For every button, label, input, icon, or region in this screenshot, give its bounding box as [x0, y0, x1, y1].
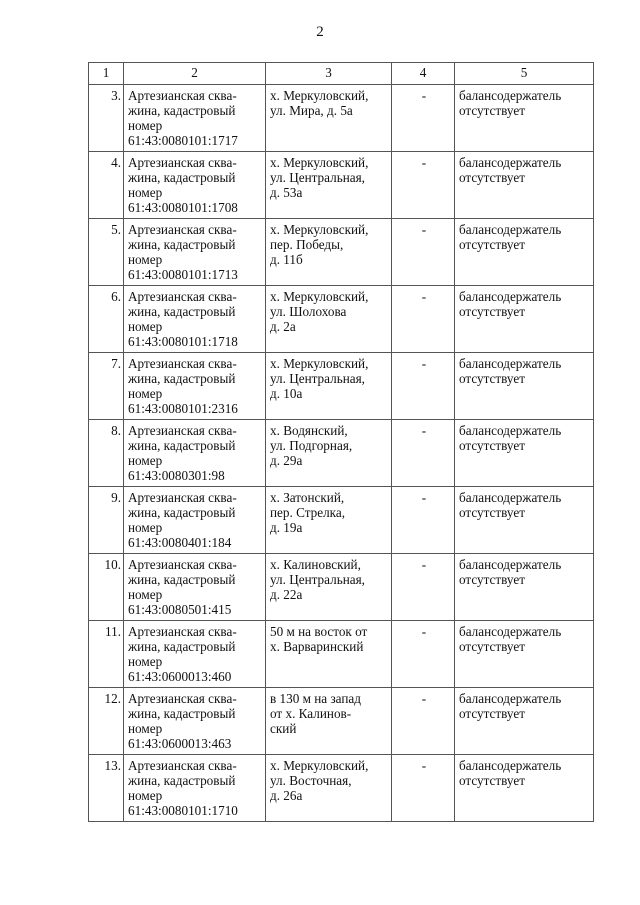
- row-number: 8.: [89, 420, 124, 487]
- object-line: номер: [128, 252, 163, 267]
- address-line: ул. Восточная,: [270, 773, 352, 788]
- address-cell: [266, 420, 392, 487]
- object-cell: [124, 152, 266, 219]
- col4-cell: -: [392, 755, 455, 822]
- holder-line: балансодержатель: [459, 490, 562, 505]
- object-line: номер: [128, 654, 163, 669]
- address-line: ул. Подгорная,: [270, 438, 353, 453]
- holder-line: балансодержатель: [459, 758, 562, 773]
- holder-line: отсутствует: [459, 103, 525, 118]
- object-line: Артезианская сква-: [128, 155, 237, 170]
- object-line: жина, кадастровый: [128, 505, 236, 520]
- address-line: ский: [270, 721, 297, 736]
- address-cell: [266, 152, 392, 219]
- column-header: 4: [392, 63, 455, 85]
- address-cell: [266, 755, 392, 822]
- address-line: ул. Шолохова: [270, 304, 347, 319]
- table-row: [89, 85, 594, 152]
- object-cell: [124, 487, 266, 554]
- address-line: х. Меркуловский,: [270, 155, 369, 170]
- address-line: д. 22а: [270, 587, 303, 602]
- object-line: 61:43:0600013:463: [128, 736, 232, 751]
- object-cell: [124, 755, 266, 822]
- column-header: 5: [455, 63, 594, 85]
- object-line: номер: [128, 185, 163, 200]
- address-cell: [266, 286, 392, 353]
- col4-cell: -: [392, 286, 455, 353]
- object-line: Артезианская сква-: [128, 423, 237, 438]
- col4-cell: -: [392, 353, 455, 420]
- table-row: [89, 487, 594, 554]
- holder-cell: [455, 755, 594, 822]
- address-line: д. 2а: [270, 319, 296, 334]
- holder-line: балансодержатель: [459, 356, 562, 371]
- col4-cell: -: [392, 219, 455, 286]
- address-line: ул. Центральная,: [270, 572, 365, 587]
- col4-cell: -: [392, 85, 455, 152]
- row-number: 13.: [89, 755, 124, 822]
- object-line: 61:43:0080101:1713: [128, 267, 238, 282]
- address-line: от х. Калинов-: [270, 706, 352, 721]
- address-cell: [266, 85, 392, 152]
- col4-cell: -: [392, 621, 455, 688]
- object-line: 61:43:0080101:1717: [128, 133, 238, 148]
- address-line: д. 26а: [270, 788, 303, 803]
- address-cell: [266, 554, 392, 621]
- holder-line: отсутствует: [459, 304, 525, 319]
- holder-line: отсутствует: [459, 639, 525, 654]
- object-line: 61:43:0600013:460: [128, 669, 232, 684]
- table-row: [89, 353, 594, 420]
- holder-line: отсутствует: [459, 237, 525, 252]
- column-header: 3: [266, 63, 392, 85]
- table-body: [89, 85, 594, 822]
- holder-line: балансодержатель: [459, 289, 562, 304]
- col4-cell: -: [392, 487, 455, 554]
- address-line: х. Затонский,: [270, 490, 345, 505]
- object-line: жина, кадастровый: [128, 237, 236, 252]
- object-line: жина, кадастровый: [128, 170, 236, 185]
- address-line: х. Меркуловский,: [270, 356, 369, 371]
- object-line: жина, кадастровый: [128, 371, 236, 386]
- address-cell: [266, 688, 392, 755]
- row-number: 5.: [89, 219, 124, 286]
- object-line: Артезианская сква-: [128, 222, 237, 237]
- object-line: жина, кадастровый: [128, 706, 236, 721]
- column-header: 2: [124, 63, 266, 85]
- object-line: номер: [128, 520, 163, 535]
- holder-line: отсутствует: [459, 505, 525, 520]
- object-cell: [124, 688, 266, 755]
- holder-line: отсутствует: [459, 371, 525, 386]
- object-line: 61:43:0080101:1710: [128, 803, 238, 818]
- holder-line: балансодержатель: [459, 624, 562, 639]
- holder-line: балансодержатель: [459, 557, 562, 572]
- column-header: 1: [89, 63, 124, 85]
- table-row: [89, 554, 594, 621]
- object-line: 61:43:0080301:98: [128, 468, 225, 483]
- address-line: х. Меркуловский,: [270, 88, 369, 103]
- row-number: 4.: [89, 152, 124, 219]
- object-line: Артезианская сква-: [128, 624, 237, 639]
- holder-line: отсутствует: [459, 773, 525, 788]
- holder-line: балансодержатель: [459, 88, 562, 103]
- address-line: пер. Стрелка,: [270, 505, 346, 520]
- object-line: 61:43:0080401:184: [128, 535, 232, 550]
- object-cell: [124, 219, 266, 286]
- object-cell: [124, 85, 266, 152]
- holder-line: отсутствует: [459, 572, 525, 587]
- address-line: пер. Победы,: [270, 237, 344, 252]
- row-number: 6.: [89, 286, 124, 353]
- address-cell: [266, 353, 392, 420]
- object-line: Артезианская сква-: [128, 490, 237, 505]
- object-line: 61:43:0080101:2316: [128, 401, 238, 416]
- holder-cell: [455, 420, 594, 487]
- table-row: [89, 755, 594, 822]
- object-line: номер: [128, 319, 163, 334]
- object-line: номер: [128, 453, 163, 468]
- object-line: номер: [128, 721, 163, 736]
- address-line: 50 м на восток от: [270, 624, 368, 639]
- page-number: 2: [316, 24, 324, 40]
- address-line: ул. Центральная,: [270, 371, 365, 386]
- holder-line: отсутствует: [459, 438, 525, 453]
- holder-cell: [455, 487, 594, 554]
- table-row: [89, 219, 594, 286]
- object-line: 61:43:0080101:1718: [128, 334, 238, 349]
- row-number: 3.: [89, 85, 124, 152]
- col4-cell: -: [392, 420, 455, 487]
- address-line: х. Калиновский,: [270, 557, 361, 572]
- address-line: х. Меркуловский,: [270, 289, 369, 304]
- row-number: 7.: [89, 353, 124, 420]
- object-line: 61:43:0080101:1708: [128, 200, 238, 215]
- object-line: Артезианская сква-: [128, 88, 237, 103]
- row-number: 9.: [89, 487, 124, 554]
- address-line: д. 53а: [270, 185, 303, 200]
- address-cell: [266, 219, 392, 286]
- table-row: [89, 621, 594, 688]
- holder-line: балансодержатель: [459, 155, 562, 170]
- address-line: д. 19а: [270, 520, 303, 535]
- address-line: х. Меркуловский,: [270, 222, 369, 237]
- holder-cell: [455, 286, 594, 353]
- object-line: жина, кадастровый: [128, 572, 236, 587]
- object-line: 61:43:0080501:415: [128, 602, 232, 617]
- holder-line: балансодержатель: [459, 423, 562, 438]
- address-line: х. Водянский,: [270, 423, 348, 438]
- table-header-row: [89, 63, 594, 85]
- holder-cell: [455, 554, 594, 621]
- address-line: х. Меркуловский,: [270, 758, 369, 773]
- holder-cell: [455, 353, 594, 420]
- holder-line: балансодержатель: [459, 222, 562, 237]
- col4-cell: -: [392, 152, 455, 219]
- holder-line: отсутствует: [459, 706, 525, 721]
- object-cell: [124, 353, 266, 420]
- registry-table: [88, 62, 594, 822]
- address-line: д. 11б: [270, 252, 303, 267]
- row-number: 10.: [89, 554, 124, 621]
- table-row: [89, 420, 594, 487]
- holder-cell: [455, 152, 594, 219]
- holder-cell: [455, 688, 594, 755]
- object-cell: [124, 621, 266, 688]
- address-line: д. 10а: [270, 386, 303, 401]
- table-row: [89, 286, 594, 353]
- holder-line: отсутствует: [459, 170, 525, 185]
- holder-cell: [455, 219, 594, 286]
- row-number: 11.: [89, 621, 124, 688]
- object-line: Артезианская сква-: [128, 758, 237, 773]
- address-line: х. Варваринский: [270, 639, 364, 654]
- object-cell: [124, 554, 266, 621]
- holder-cell: [455, 621, 594, 688]
- address-line: ул. Мира, д. 5а: [270, 103, 353, 118]
- address-cell: [266, 621, 392, 688]
- table-row: [89, 688, 594, 755]
- object-cell: [124, 286, 266, 353]
- address-line: д. 29а: [270, 453, 303, 468]
- object-line: жина, кадастровый: [128, 639, 236, 654]
- object-line: Артезианская сква-: [128, 557, 237, 572]
- col4-cell: -: [392, 688, 455, 755]
- object-line: номер: [128, 587, 163, 602]
- holder-line: балансодержатель: [459, 691, 562, 706]
- object-cell: [124, 420, 266, 487]
- address-cell: [266, 487, 392, 554]
- address-line: ул. Центральная,: [270, 170, 365, 185]
- object-line: жина, кадастровый: [128, 438, 236, 453]
- holder-cell: [455, 85, 594, 152]
- object-line: жина, кадастровый: [128, 103, 236, 118]
- row-number: 12.: [89, 688, 124, 755]
- object-line: номер: [128, 118, 163, 133]
- object-line: номер: [128, 788, 163, 803]
- object-line: номер: [128, 386, 163, 401]
- object-line: жина, кадастровый: [128, 304, 236, 319]
- col4-cell: -: [392, 554, 455, 621]
- object-line: жина, кадастровый: [128, 773, 236, 788]
- table-row: [89, 152, 594, 219]
- object-line: Артезианская сква-: [128, 691, 237, 706]
- address-line: в 130 м на запад: [270, 691, 361, 706]
- object-line: Артезианская сква-: [128, 289, 237, 304]
- object-line: Артезианская сква-: [128, 356, 237, 371]
